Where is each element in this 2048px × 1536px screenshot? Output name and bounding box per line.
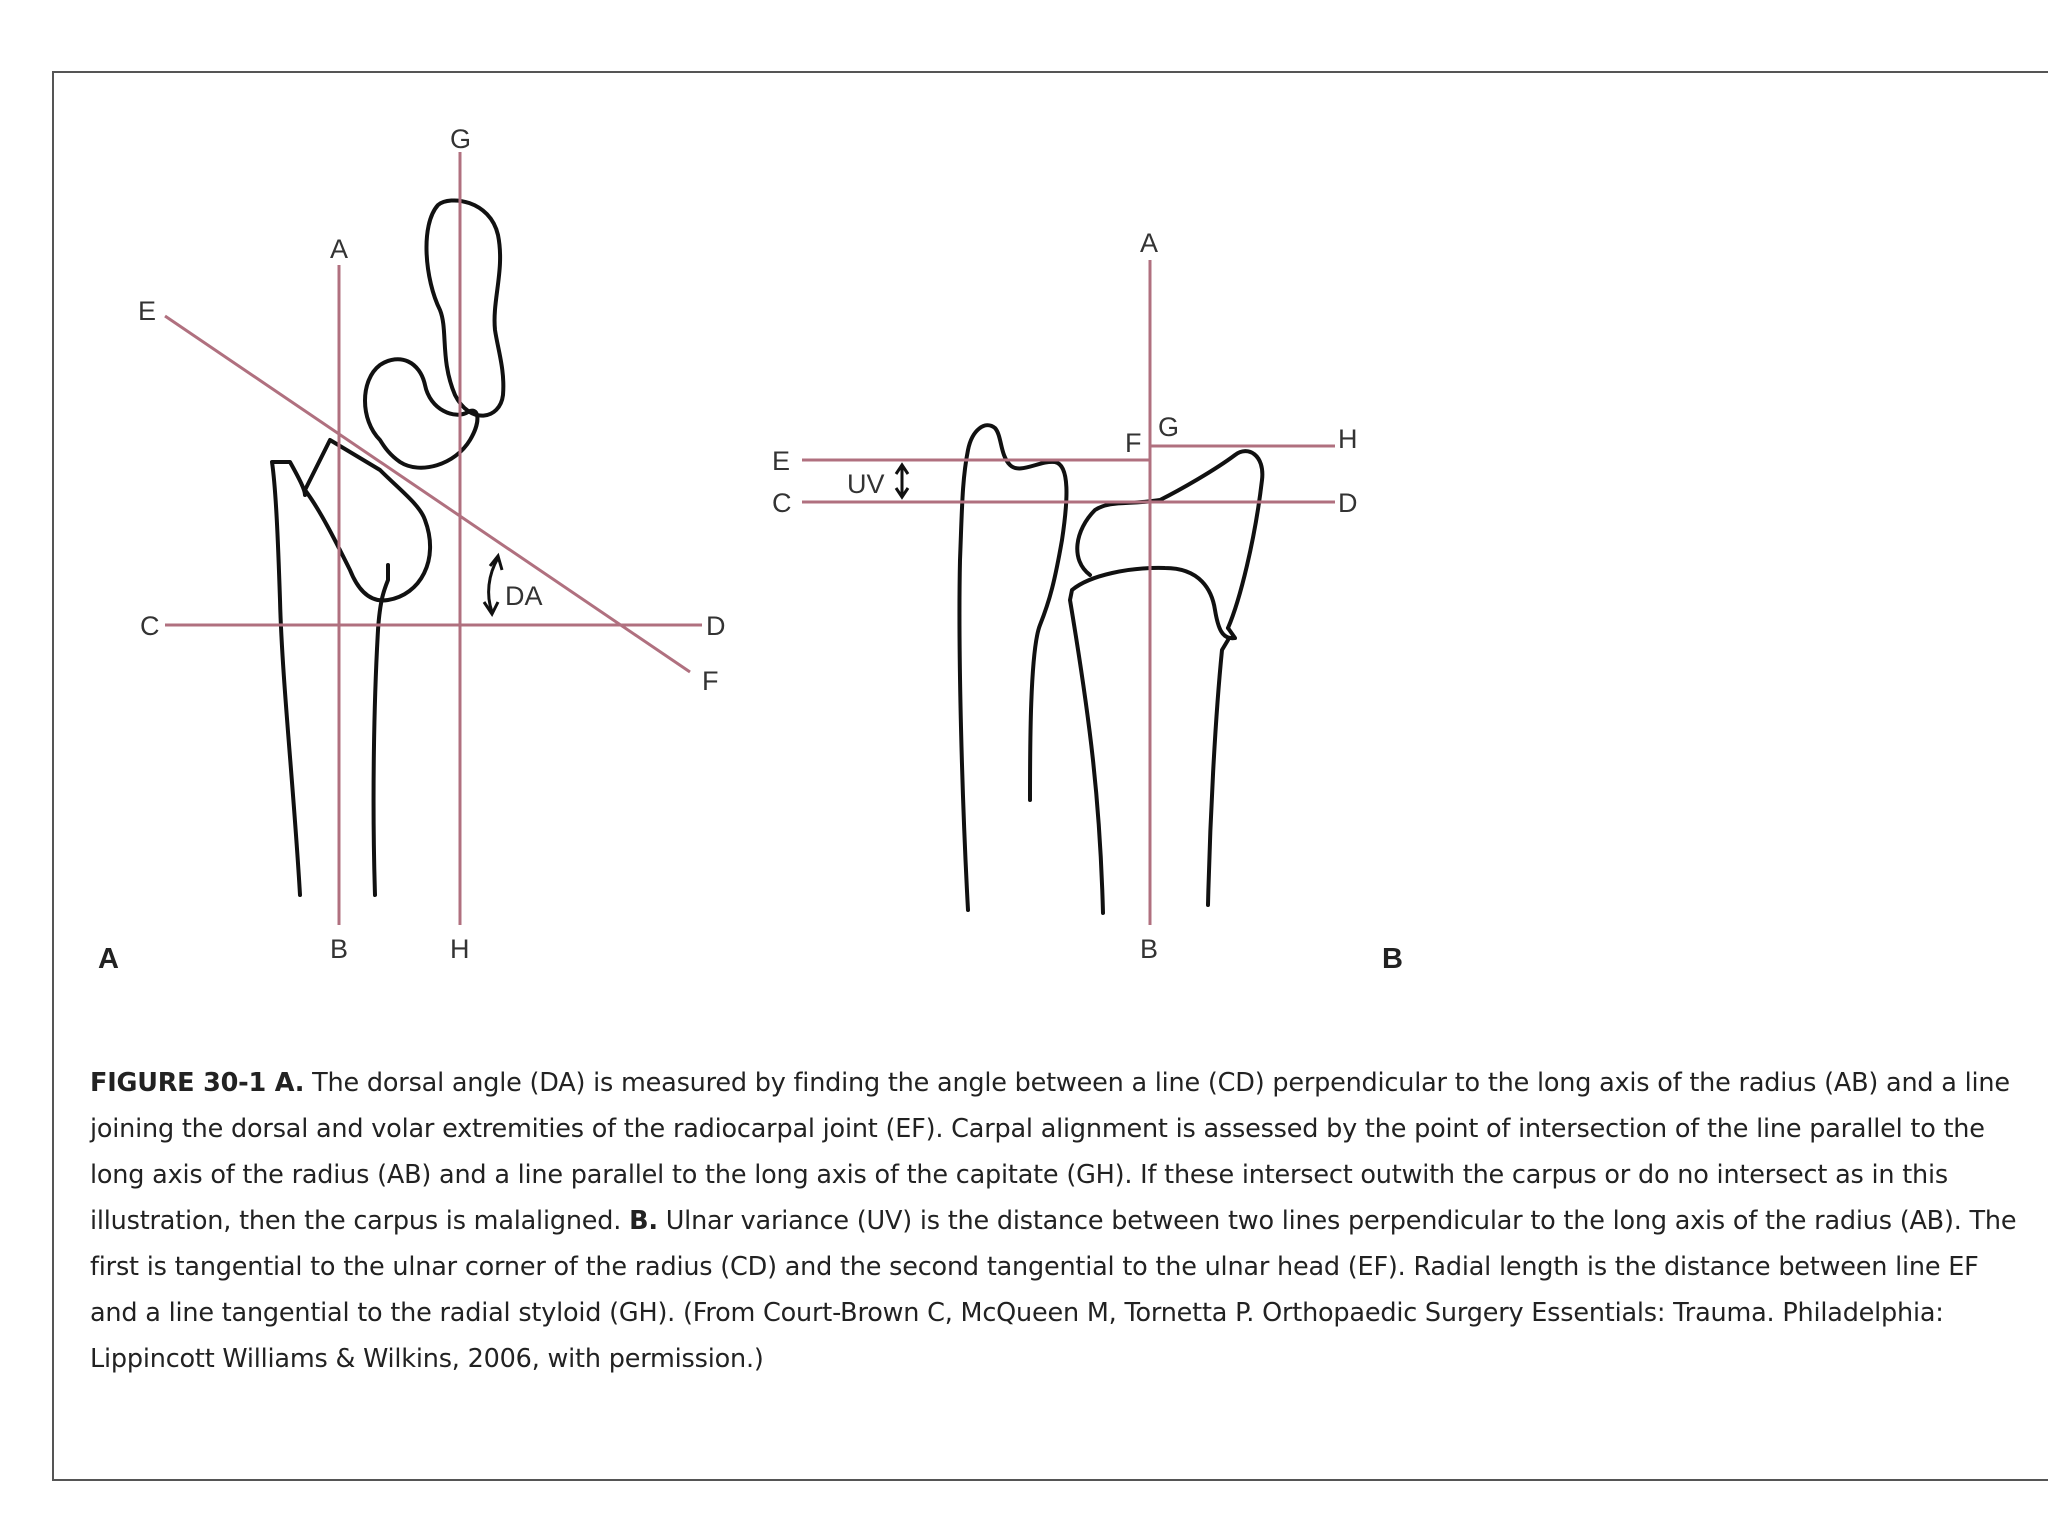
label-b-g: G [1158, 412, 1180, 442]
ulna-bone [959, 425, 1066, 910]
caption-label-b: B. [629, 1206, 658, 1236]
label-a-a: A [330, 234, 349, 264]
panel-b-lines [802, 260, 1335, 925]
caption-text-a: The dorsal angle (DA) is measured by finding the angle between a line (CD) perpendicular to the long axis of the radius (AB) and a line joining the dorsal and volar extremities of the radiocarpal joint (EF). Carpal alignment is assessed by the point of intersection of the line parallel to the long axis of the radius (AB) and a line parallel to the long axis of the capitate (GH). If these intersect outwith the carpus or do no intersect as in this illustration, then the carpus is malaligned. [90, 1068, 2010, 1236]
label-b-f: F [1125, 428, 1142, 458]
label-uv: UV [847, 469, 885, 499]
line-ef-a [165, 316, 690, 672]
label-b-c: C [772, 488, 792, 518]
panel-a [272, 200, 503, 895]
label-a-e: E [138, 296, 157, 326]
label-a-b: B [330, 934, 349, 964]
label-a-d: D [706, 611, 726, 641]
label-a-g: G [450, 124, 472, 154]
label-b-a: A [1140, 228, 1159, 258]
lunate-bone [305, 440, 430, 600]
caption-text-b: Ulnar variance (UV) is the distance between two lines perpendicular to the long axis of the radius (AB). The first is tangential to the ulnar corner of the radius (CD) and the second tangential to the ulnar head (EF). Radial length is the distance between line EF and a line tangential to the radial styloid (GH). (From Court-Brown C, McQueen M, Tornetta P. Orthopaedic Surgery Essentials: Trauma. Philadelphia: Lippincott Williams & Wilkins, 2006, with permission.) [90, 1206, 2017, 1374]
capitate-bone [426, 200, 503, 415]
panel-b [959, 425, 1262, 913]
panel-label-b: B [1382, 943, 1403, 975]
label-b-h: H [1338, 424, 1358, 454]
figure-caption [90, 1060, 2020, 1382]
label-a-c: C [140, 611, 160, 641]
label-a-f: F [702, 666, 719, 696]
radius-shaft-ulnar-side [1208, 640, 1228, 905]
caption-label-a: FIGURE 30-1 A. [90, 1068, 305, 1098]
label-a-h: H [450, 934, 470, 964]
label-b-e: E [772, 446, 791, 476]
radius-bone-lateral [272, 462, 305, 895]
ulnar-variance-arrow [896, 465, 908, 497]
label-da: DA [505, 581, 543, 611]
radius-bone-medial [374, 565, 388, 895]
label-b-b: B [1140, 934, 1159, 964]
dorsal-angle-arrow [484, 556, 502, 614]
radius-styloid-b [1077, 451, 1262, 628]
panel-a-lines [165, 152, 702, 925]
label-b-d: D [1338, 488, 1358, 518]
panel-label-a: A [98, 943, 119, 975]
